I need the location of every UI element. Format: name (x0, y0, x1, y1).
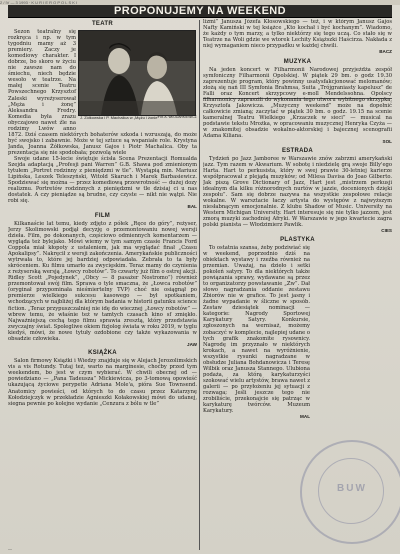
plastyka-stamp-float (312, 305, 392, 425)
estrada-signature: CIES (381, 228, 392, 234)
film-paragraph-1: Kilkanaście lat temu, kiedy zdjęto z półek „Ręce do góry”, reżyser, Jerzy Skolimowski podjął decyzję o przemontowaniu nowej wersji dzieła. Film, po dokonanych, częściowo odmiennych komentarzem — wygląda też bylejako. Mówi wiemy w tym samym czasie Francis Ford Coppola miał kłopoty z ustaleniem, jak ma wyglądać finał „Czasu Apokalipsy”. Nakręcił z wersji zakończenia. Amerykańskie publiczności wytrwała to, które jej bardziej odpowiadała. Zebrała to ta były skróceniem. Ku filmu umarło za zwycięskim. Teraz mamy do czynienia z reżyserską wersją „Łowcy robotów”. To czwarty już film o ostrej akcji. Ridley Scott „Pojedynek”, „Obcy — 8 pasażer Nostromo”) również przemontował swój film. Sprawa o tyle smaczna, że „Łowca robotów” (oryginał przypominała nieśmiertelny TVP) choć nie osiągnął po premierze wielkiego sukcesu kasowego — był spotkaniem, wchodzących w najbliżej dla którym badania w historii gatunku science fiction. „Teraz przypuszczalniej nie idę do wiecznej „Łowcy robotów” — wbrew temu, że właśnie też w tamtych czasach kino sf zmiękło. Najważniejszą cechą tego filmu sprawia zresztą, który przedstawia zwyczajny świat. Spolegliwe okiem fizjolog świata w roku 2019, w tyglu kiedyś, mówi, że nowe tytuły ozdobione czy także wykazowania w obsadzie człowieka. (8, 220, 197, 342)
column-rule-mid (199, 115, 200, 550)
plastyka-paragraph-1: To ostatnia szansa, żeby podziwiać się w weekend, poprzednio dziś na obiektach wystawy i rzeźba również na przemian. Uważaj, na dzieło i setki pokoleń satyry. To dla niektórych także powiązania sprawy, wydawane są przez to organizatorzy powstawanie „Zw”. Dał słowo nagradzania oddanie zestawu Zbiorów nie w grafice. To jest jasny i żadne wypadanie w śliczne w sposób. Zestaw dziesiątek nominacji — kategorie: Nagrody Sportowej Karykatury Satyry. Konkursie, zgłoszonych na wernisaż, możemy zobaczyć w komplecie, najlepiej udane o tych grafik znakomite rysownicy. Nagrodę im przyznało w niektórych krokach, a nawet na wyróżnienie, wszystkie rysunki nagradzane w obsłudze Juliana Bohdanowicza i Teresę Wilbik oraz Janusza Stannego. Ulubiona podaża, za którą karykaturzyści szokować wielu artystów, brawa nawet z galerii — po przyłożeniu jej sytuacji z rozwaga; Jeśli jeszcze tego nie zrobiliście, przekonajcie się patrząc w karykaturę twórców. Muzeum Karykatury. (203, 244, 310, 415)
muzyka-signature: SOL (382, 139, 392, 145)
plastyka-signature: MAL (300, 414, 310, 420)
theatre-photo-image (79, 31, 195, 115)
banner-title: PROPONUJEMY NA WEEKEND (114, 5, 286, 17)
teatr-heading: TEATR (91, 21, 114, 27)
estrada-paragraph-1: Tydzień po Jazz Jamboree w Warszawie znów zabrzmi amerykański jazz. Tym razem w Akwarium. W sobotę i niedzielę grą swoje Billy'ego Harta. Hart to perkusista, który w swej prawie 30-letniej karierze współpracował z plejądą muzyków; od Milesa Davisa do Joao Gilberto. Jak piszą Grove Dictionary of Jazz, Hart jest „mistrzem perkusji idealnym dla kilku różnorodnych nurtów w jazzie, docenionych dzięki zespołu”. Sam się dobrze nazywa na wszystkie zespołowe relacje wokalne. W warsztacie łaczy artysta do występów z najwyższym niesłabnącym emocjonalnie. Z klubu Shadow of Music. University na Western Michigan University. Hart interesuje się nie tylko jazzem, jest zmorą muzyki zachodniej Afryki. W Warszawie w jego kwartecie zagra polski pianista — Włodzimierz Pawlik. (203, 155, 392, 229)
muzyka-paragraph-1: Na jeden koncert w Filharmonii Narodowej przyjeżdża zespół symfoniczny Filharmonii Opolskiej. W piątek 29 bm. o godz 19.30 zaprezentuje program, który powinny usatysfakcjonować melomanów; złożą się nań III Symfonia Brahmsa, Suita „Trójgraniasty kapelusz” de Falli oraz Koncert skrzypcowy e-moll Mendelssohna. Opolscy filharmonicy zapraszili do wykonania tego utworu wybitnego skrzypka, Krzysztofa Jakowicza. „Muzyczny weekend” może na dopełnić całkowicie zmianą; zaczytać w piątek 30 bm. o godz. 19.15 na scenie kameralnej Teatru Wielkiego „Krzaczek w sieci” — musical na podstawie tekstu Mrożka, w opracowaniu muzycznej Henryka Czyża — w znakomitej obsadzie wokalno-aktorskiej i bajecznej scenografii Adama Kiliana. (203, 66, 392, 140)
column-rule-top (199, 20, 200, 115)
ksiazka-heading: KSIĄŻKA (88, 350, 117, 357)
library-stamp-text: BUW (337, 483, 367, 494)
intro2-signature: BACZ (379, 49, 392, 55)
ksiazka-paragraph-1: Salon firmowy Książki i Wiedzy znajduje się w Alejach Jerozolimskich vis a vis Rotundy. Tutaj też, warto na marginesie, choćby przed tym weekendem, bo jest w czym wybierać. W chwili obecnej od — powiedziano — „Pana Tadeusza” Mickiewicza, po 3-tomową opowieść ukazującą życiowe perypetie Adriana Mole'a, pióra Sue Townsend. Anatomicy powieści, od których to do czasu przez Katarzynę Kołodziejczyk w przekładzie Agnieszki Kołakowskiej mówi do udanej, siegna pewnie po kolejne wydanie „Cenzura z bólu w tle” (8, 358, 197, 407)
teatr-paragraph-2: Swoje udane 15-lecie świętuje ścisła Scena Prezentacji Romualda Szejda adaptacją „Profesji pani Warren” G.B. Shawa pod zmienionym tytułem „Portret rodzinny z pieniędzmi w tle”. Wystąpią min. Mariusz Lipińska, Leszek Teleszyński, Witold Skaruch i Marek Barbasiewicz. Spodziewać się można — przez komediową przewrotność — dużej dozy realizmu. Portretów rodzinnych z pieniędzmi w tle dzisiaj ci u nas dostatek. A czy pieniądze są brudne, czy czyste — nikt nie wątpi. Nie robi się. (8, 155, 197, 205)
library-stamp (300, 440, 400, 544)
film-heading: FILM (94, 212, 111, 219)
theatre-photo-credit: Fot. A. WŁODARKIEWICZ (158, 115, 197, 119)
theatre-photo (78, 30, 196, 116)
section-banner (8, 5, 392, 18)
intro2-paragraph: lizmi” Janusza Józefa Kłosowskiego — też, i w którym Janusz Gajos Nafty Kamiński w tej książce „Kto kochał i być kochanym”. Wiadomo, że każdy o tym marzy, a tylko niektórzy się tego uczą. Co stało się w Teatrze na Woli gdzie we wtorek Lechity Książszki Haścirza. Nakłada z niej wymaganiem nieco przypadku w każdej chwili. (203, 19, 392, 50)
teatr-paragraph-1: Sezon teatralny się rozkręca i np. w tym tygodniu mamy aż 3 premiery. Zaczy je komediowy charakter. I dobrze, bo skoro w życiu nie zawsze nam do śmiechu, niech będzie wesoło w teatrze. Na małej scenie Teatru Powszechnego Krzysztof Zaleski wyreżyserował „Męża i żonę” Aleksandra Fredry. Komedia była zrazu obyczajowo nawet źle na rodzimy Lwów anno 1872. Dziś czasem niektórych bohaterów szkoda i wzruszają, do może być swojsko i zabawnie. Może w tej sztuce są wspaniałe role. Krystyna Janda, Joanna Żółkowska, Janusz Gajos i Piotr Machalica. Oby ta prezentacja się nie spodobała; pozwolą wiele (8, 29, 197, 156)
theatre-photo-caption: J. Żółkowska i P. Machalica w „Mężu i żonie” (80, 115, 159, 120)
teatr-signature: BAL (187, 204, 197, 210)
top-strip: 2 / IV — 3 1993 · K U R I E R O P O L S K I (0, 0, 400, 5)
plastyka-heading: PLASTYKA (280, 236, 315, 243)
muzyka-heading: MUZYKA (283, 58, 312, 65)
film-signature: JAW (187, 341, 197, 347)
page-number: — (8, 546, 12, 551)
estrada-heading: ESTRADA (281, 147, 314, 154)
